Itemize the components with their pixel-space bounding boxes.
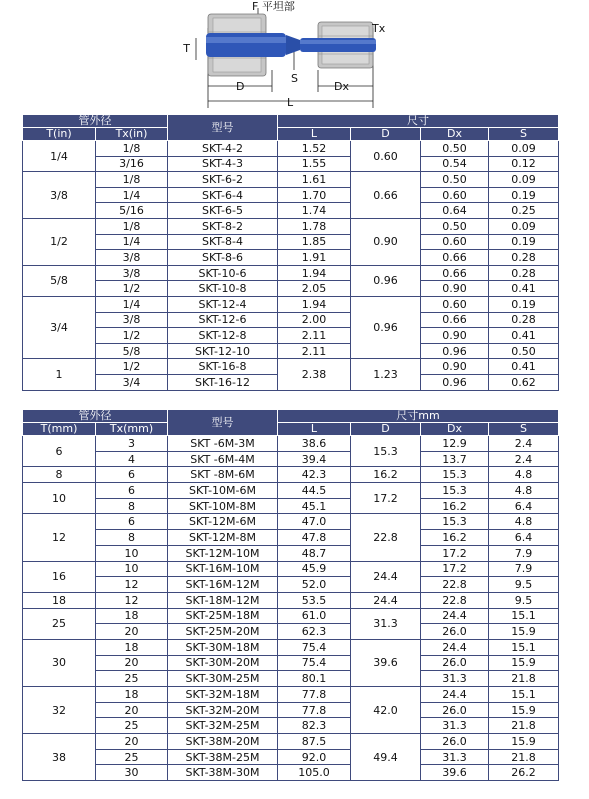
cell-s: 26.2 [489,765,559,781]
table-row [23,483,559,499]
cell-tx: 1/2 [96,359,168,375]
table-row [23,187,559,203]
cell-s: 21.8 [489,718,559,734]
table-row [23,156,559,172]
cell-model: SKT-30M-20M [168,655,278,671]
cell-model: SKT-10M-8M [168,498,278,514]
cell-tx: 4 [96,451,168,467]
cell-l: 2.00 [278,312,351,328]
table-row [23,749,559,765]
cell-dx: 0.90 [421,281,489,297]
cell-d: 16.2 [351,467,421,483]
cell-l: 1.78 [278,218,351,234]
cell-model: SKT-12-10 [168,343,278,359]
header-t: T(mm) [23,423,96,436]
cell-d: 0.60 [351,141,421,172]
cell-t: 12 [23,514,96,561]
cell-d: 0.90 [351,218,421,265]
cell-dx: 0.90 [421,328,489,344]
cell-l: 39.4 [278,451,351,467]
cell-dx: 16.2 [421,530,489,546]
cell-dx: 24.4 [421,639,489,655]
table-row [23,734,559,750]
cell-d: 1.23 [351,359,421,390]
cell-tx: 1/8 [96,141,168,157]
cell-tx: 25 [96,718,168,734]
cell-tx: 1/2 [96,328,168,344]
cell-model: SKT-25M-18M [168,608,278,624]
cell-d: 17.2 [351,483,421,514]
cell-model: SKT-4-3 [168,156,278,172]
cell-model: SKT -6M-4M [168,451,278,467]
cell-dx: 26.0 [421,655,489,671]
label-l: L [287,96,294,109]
cell-t: 3/8 [23,172,96,219]
cell-tx: 10 [96,561,168,577]
cell-model: SKT -8M-6M [168,467,278,483]
cell-t: 3/4 [23,296,96,358]
cell-tx: 6 [96,467,168,483]
label-tx: Tx [372,22,386,35]
cell-tx: 30 [96,765,168,781]
cell-tx: 6 [96,483,168,499]
cell-l: 75.4 [278,655,351,671]
table-row [23,624,559,640]
table-row [23,687,559,703]
cell-s: 0.41 [489,359,559,375]
table-row [23,639,559,655]
cell-l: 1.85 [278,234,351,250]
cell-t: 30 [23,639,96,686]
cell-s: 0.12 [489,156,559,172]
cell-tx: 1/4 [96,234,168,250]
cell-l: 1.61 [278,172,351,188]
cell-t: 5/8 [23,265,96,296]
cell-model: SKT -6M-3M [168,436,278,452]
cell-l: 61.0 [278,608,351,624]
cell-l: 1.91 [278,250,351,266]
imperial-spec-table [22,114,559,391]
cell-s: 4.8 [489,514,559,530]
label-d: D [236,80,245,93]
cell-t: 1 [23,359,96,390]
cell-d: 0.66 [351,172,421,219]
cell-t: 38 [23,734,96,781]
cell-model: SKT-10-8 [168,281,278,297]
header-tx: Tx(in) [96,128,168,141]
cell-s: 0.41 [489,328,559,344]
cell-s: 15.1 [489,608,559,624]
cell-model: SKT-4-2 [168,141,278,157]
cell-l: 1.52 [278,141,351,157]
cell-s: 0.19 [489,234,559,250]
cell-l: 62.3 [278,624,351,640]
cell-model: SKT-32M-25M [168,718,278,734]
cell-dx: 0.50 [421,141,489,157]
cell-s: 4.8 [489,467,559,483]
cell-l: 77.8 [278,702,351,718]
cell-s: 15.1 [489,639,559,655]
cell-s: 21.8 [489,749,559,765]
header-tx: Tx(mm) [96,423,168,436]
cell-d: 31.3 [351,608,421,639]
cell-dx: 0.96 [421,374,489,390]
cell-tx: 20 [96,702,168,718]
cell-dx: 15.3 [421,467,489,483]
cell-s: 6.4 [489,530,559,546]
cell-tx: 1/4 [96,296,168,312]
table-row [23,234,559,250]
header-dx: Dx [421,128,489,141]
cell-l: 45.9 [278,561,351,577]
cell-model: SKT-38M-30M [168,765,278,781]
cell-model: SKT-12-4 [168,296,278,312]
table-row [23,265,559,281]
cell-t: 6 [23,436,96,467]
table-row [23,498,559,514]
cell-dx: 0.60 [421,296,489,312]
table-row [23,296,559,312]
cell-t: 1/2 [23,218,96,265]
header-size: 尺寸 [278,115,559,128]
cell-tx: 25 [96,671,168,687]
cell-tx: 3 [96,436,168,452]
table-row [23,203,559,219]
cell-dx: 0.50 [421,172,489,188]
cell-dx: 15.3 [421,483,489,499]
cell-dx: 39.6 [421,765,489,781]
cell-t: 18 [23,592,96,608]
header-dx: Dx [421,423,489,436]
cell-model: SKT-32M-20M [168,702,278,718]
cell-s: 21.8 [489,671,559,687]
label-dx: Dx [334,80,349,93]
cell-l: 1.55 [278,156,351,172]
table-row [23,281,559,297]
table-row [23,545,559,561]
cell-dx: 0.96 [421,343,489,359]
cell-model: SKT-6-2 [168,172,278,188]
table-row [23,359,559,375]
cell-model: SKT-10M-6M [168,483,278,499]
cell-s: 0.09 [489,218,559,234]
cell-tx: 5/16 [96,203,168,219]
cell-d: 49.4 [351,734,421,781]
cell-l: 47.8 [278,530,351,546]
cell-tx: 18 [96,608,168,624]
table-row [23,702,559,718]
cell-l: 2.11 [278,328,351,344]
cell-s: 6.4 [489,498,559,514]
cell-l: 75.4 [278,639,351,655]
cell-d: 22.8 [351,514,421,561]
cell-dx: 0.66 [421,265,489,281]
table-row [23,561,559,577]
cell-model: SKT-18M-12M [168,592,278,608]
table-row [23,343,559,359]
cell-l: 47.0 [278,514,351,530]
table-row [23,671,559,687]
cell-l: 42.3 [278,467,351,483]
cell-d: 15.3 [351,436,421,467]
cell-d: 42.0 [351,687,421,734]
cell-tx: 25 [96,749,168,765]
cell-model: SKT-6-4 [168,187,278,203]
header-l: L [278,128,351,141]
cell-tx: 8 [96,530,168,546]
cell-model: SKT-32M-18M [168,687,278,703]
cell-tx: 1/8 [96,218,168,234]
cell-l: 2.05 [278,281,351,297]
cell-dx: 22.8 [421,577,489,593]
cell-l: 92.0 [278,749,351,765]
header-d: D [351,423,421,436]
cell-s: 7.9 [489,561,559,577]
metric-spec-table [22,409,559,781]
cell-l: 77.8 [278,687,351,703]
cell-dx: 31.3 [421,749,489,765]
cell-s: 0.19 [489,187,559,203]
table-row [23,718,559,734]
cell-s: 0.25 [489,203,559,219]
cell-dx: 0.50 [421,218,489,234]
cell-s: 9.5 [489,577,559,593]
cell-tx: 18 [96,687,168,703]
header-model: 型号 [168,115,278,141]
cell-dx: 24.4 [421,608,489,624]
table-row [23,451,559,467]
cell-s: 15.9 [489,655,559,671]
cell-tx: 3/8 [96,312,168,328]
cell-s: 0.09 [489,141,559,157]
cell-s: 0.28 [489,265,559,281]
cell-s: 7.9 [489,545,559,561]
cell-model: SKT-12-8 [168,328,278,344]
cell-model: SKT-10-6 [168,265,278,281]
cell-model: SKT-38M-25M [168,749,278,765]
cell-l: 44.5 [278,483,351,499]
cell-l: 1.70 [278,187,351,203]
cell-dx: 31.3 [421,671,489,687]
cell-tx: 5/8 [96,343,168,359]
cell-model: SKT-25M-20M [168,624,278,640]
cell-d: 0.96 [351,265,421,296]
label-f: F 平坦部 [252,0,295,13]
cell-tx: 1/8 [96,172,168,188]
cell-t: 16 [23,561,96,592]
cell-tx: 1/2 [96,281,168,297]
cell-t: 32 [23,687,96,734]
cell-model: SKT-30M-18M [168,639,278,655]
cell-l: 87.5 [278,734,351,750]
cell-tx: 3/4 [96,374,168,390]
cell-s: 2.4 [489,436,559,452]
cell-s: 0.09 [489,172,559,188]
cell-s: 0.41 [489,281,559,297]
cell-s: 0.62 [489,374,559,390]
cell-d: 0.96 [351,296,421,358]
cell-d: 39.6 [351,639,421,686]
cell-s: 0.28 [489,312,559,328]
cell-dx: 16.2 [421,498,489,514]
cell-s: 15.9 [489,624,559,640]
table-row [23,172,559,188]
cell-dx: 0.90 [421,359,489,375]
table-row [23,312,559,328]
header-model: 型号 [168,410,278,436]
cell-tx: 20 [96,624,168,640]
cell-tx: 3/8 [96,250,168,266]
cell-tx: 8 [96,498,168,514]
table-row [23,608,559,624]
cell-tx: 12 [96,592,168,608]
header-t: T(in) [23,128,96,141]
cell-tx: 1/4 [96,187,168,203]
cell-tx: 3/16 [96,156,168,172]
cell-t: 8 [23,467,96,483]
cell-model: SKT-16-12 [168,374,278,390]
header-s: S [489,423,559,436]
cell-s: 15.9 [489,734,559,750]
fitting-diagram [0,0,589,112]
cell-model: SKT-12M-8M [168,530,278,546]
cell-dx: 26.0 [421,734,489,750]
cell-dx: 17.2 [421,545,489,561]
cell-l: 45.1 [278,498,351,514]
cell-dx: 15.3 [421,514,489,530]
cell-l: 48.7 [278,545,351,561]
cell-s: 0.19 [489,296,559,312]
cell-dx: 24.4 [421,687,489,703]
cell-model: SKT-38M-20M [168,734,278,750]
cell-dx: 22.8 [421,592,489,608]
cell-model: SKT-12M-10M [168,545,278,561]
cell-s: 2.4 [489,451,559,467]
cell-tx: 20 [96,734,168,750]
table-row [23,765,559,781]
table-row [23,577,559,593]
cell-model: SKT-12-6 [168,312,278,328]
cell-s: 15.9 [489,702,559,718]
cell-dx: 31.3 [421,718,489,734]
table-row [23,250,559,266]
cell-tx: 10 [96,545,168,561]
cell-tx: 3/8 [96,265,168,281]
table-row [23,530,559,546]
cell-tx: 12 [96,577,168,593]
header-outer-dia: 管外径 [23,410,168,423]
label-s: S [291,72,298,85]
cell-dx: 0.54 [421,156,489,172]
table-row [23,467,559,483]
table-row [23,328,559,344]
cell-d: 24.4 [351,592,421,608]
cell-model: SKT-6-5 [168,203,278,219]
cell-model: SKT-30M-25M [168,671,278,687]
cell-dx: 26.0 [421,624,489,640]
cell-s: 0.50 [489,343,559,359]
cell-model: SKT-16M-10M [168,561,278,577]
cell-s: 0.28 [489,250,559,266]
table-row [23,655,559,671]
cell-dx: 26.0 [421,702,489,718]
cell-l: 38.6 [278,436,351,452]
cell-l: 1.94 [278,265,351,281]
table-row [23,218,559,234]
cell-t: 1/4 [23,141,96,172]
cell-l: 2.11 [278,343,351,359]
cell-dx: 0.60 [421,234,489,250]
cell-tx: 6 [96,514,168,530]
cell-dx: 0.66 [421,312,489,328]
cell-s: 4.8 [489,483,559,499]
cell-s: 15.1 [489,687,559,703]
cell-t: 10 [23,483,96,514]
cell-tx: 18 [96,639,168,655]
cell-l: 105.0 [278,765,351,781]
cell-d: 24.4 [351,561,421,592]
header-outer-dia: 管外径 [23,115,168,128]
table-row [23,141,559,157]
cell-model: SKT-16M-12M [168,577,278,593]
cell-model: SKT-8-4 [168,234,278,250]
cell-dx: 0.60 [421,187,489,203]
cell-dx: 0.64 [421,203,489,219]
cell-dx: 13.7 [421,451,489,467]
header-d: D [351,128,421,141]
cell-model: SKT-8-2 [168,218,278,234]
label-t: T [183,42,190,55]
cell-l: 80.1 [278,671,351,687]
cell-model: SKT-16-8 [168,359,278,375]
cell-l: 53.5 [278,592,351,608]
cell-l: 82.3 [278,718,351,734]
table-row [23,514,559,530]
cell-s: 9.5 [489,592,559,608]
cell-tx: 20 [96,655,168,671]
cell-l: 1.74 [278,203,351,219]
table-row [23,436,559,452]
cell-l: 52.0 [278,577,351,593]
cell-t: 25 [23,608,96,639]
cell-model: SKT-12M-6M [168,514,278,530]
header-l: L [278,423,351,436]
cell-l: 1.94 [278,296,351,312]
cell-dx: 0.66 [421,250,489,266]
header-s: S [489,128,559,141]
cell-dx: 12.9 [421,436,489,452]
cell-l: 2.38 [278,359,351,390]
header-size: 尺寸mm [278,410,559,423]
table-row [23,592,559,608]
cell-model: SKT-8-6 [168,250,278,266]
cell-dx: 17.2 [421,561,489,577]
